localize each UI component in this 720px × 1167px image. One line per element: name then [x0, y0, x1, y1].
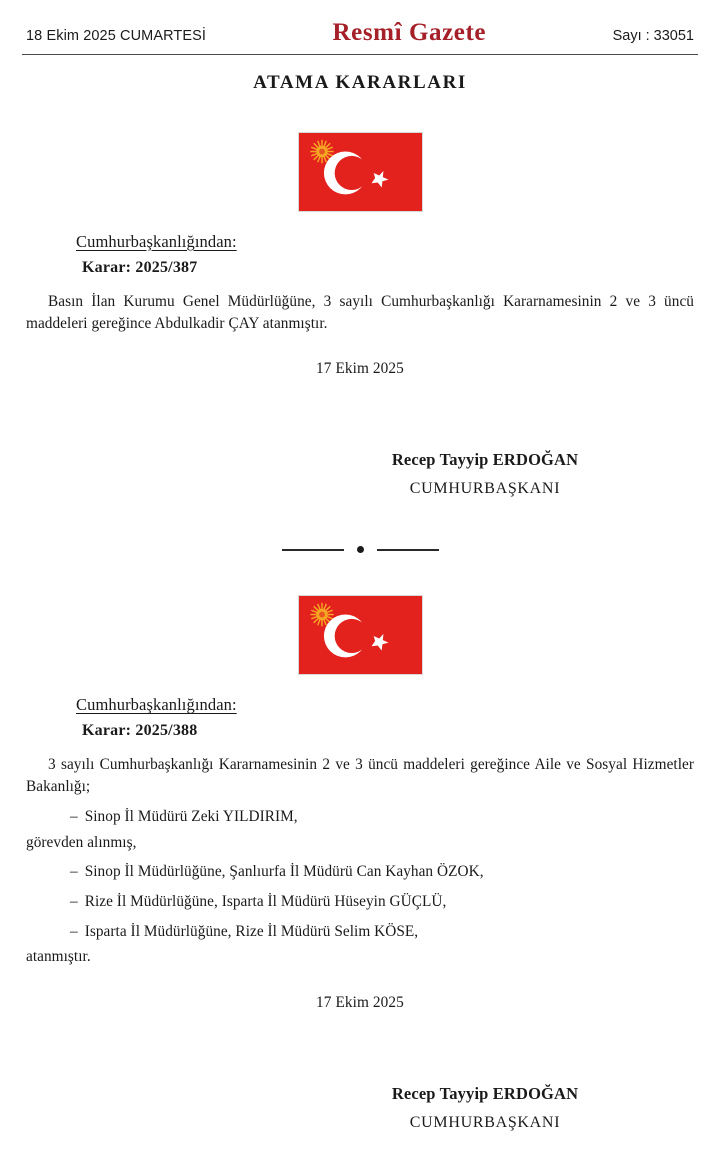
decree-block-1: [0, 232, 720, 498]
list-item-text: Rize İl Müdürlüğüne, Isparta İl Müdürü Hüseyin GÜÇLÜ,: [84, 893, 447, 911]
issuing-authority-2: Cumhurbaşkanlığından:: [76, 695, 237, 715]
signature-block-1: [276, 450, 694, 498]
flag-container-1: [0, 132, 720, 212]
list-item-text: Isparta İl Müdürlüğüne, Rize İl Müdürü Selim KÖSE,: [84, 922, 419, 940]
signatory-role-1: CUMHURBAŞKANI: [409, 480, 561, 498]
decision-number-1: Karar: 2025/387: [82, 259, 198, 276]
page-title: ATAMA KARARLARI: [253, 72, 467, 93]
section-divider: [0, 546, 720, 553]
turkish-flag-icon: [298, 595, 423, 675]
list-item-text: Sinop İl Müdürlüğüne, Şanlıurfa İl Müdürü Can Kayhan ÖZOK,: [84, 863, 484, 881]
signatory-name-2: Recep Tayyip ERDOĞAN: [391, 1084, 579, 1104]
turkish-flag-icon: [298, 132, 423, 212]
list-item: [26, 921, 694, 943]
list-dash: –: [70, 893, 78, 911]
gazette-date: 18 Ekim 2025 CUMARTESİ: [26, 28, 207, 44]
gazette-title: Resmî Gazete: [332, 19, 487, 46]
decree-body-1: Basın İlan Kurumu Genel Müdürlüğüne, 3 sayılı Cumhurbaşkanlığı Kararnamesinin 2 ve 3 üncü maddeleri gereğince Abdulkadir ÇAY atanmıştır.: [26, 293, 694, 332]
masthead-divider: [22, 54, 698, 55]
list-dash: –: [70, 863, 78, 881]
divider-dot-icon: [357, 546, 364, 553]
list-item: [26, 861, 694, 883]
divider-bar-left: [282, 549, 344, 551]
signatory-name-1: Recep Tayyip ERDOĞAN: [391, 450, 579, 470]
decree-date-2: 17 Ekim 2025: [316, 994, 404, 1012]
appointment-closing: atanmıştır.: [26, 948, 91, 966]
dismissal-line: görevden alınmış,: [26, 833, 137, 851]
decree-body-2: 3 sayılı Cumhurbaşkanlığı Kararnamesinin 2 ve 3 üncü maddeleri gereğince Aile ve Sosyal Hizmetler Bakanlığı;: [26, 756, 694, 796]
gazette-issue-number: Sayı : 33051: [612, 28, 694, 44]
list-item: [26, 891, 694, 913]
masthead: [0, 0, 720, 54]
flag-container-2: [0, 595, 720, 675]
list-dash: –: [70, 807, 78, 825]
signatory-role-2: CUMHURBAŞKANI: [409, 1114, 561, 1132]
decree-date-1: 17 Ekim 2025: [316, 360, 404, 378]
decree-block-2: [0, 695, 720, 1132]
divider-bar-right: [377, 549, 439, 551]
list-item-text: Sinop İl Müdürü Zeki YILDIRIM,: [84, 807, 298, 825]
issuing-authority-1: Cumhurbaşkanlığından:: [76, 232, 237, 251]
signature-block-2: [276, 1084, 694, 1132]
decision-number-2: Karar: 2025/388: [82, 722, 198, 740]
list-item: [26, 806, 694, 828]
list-dash: –: [70, 922, 78, 940]
